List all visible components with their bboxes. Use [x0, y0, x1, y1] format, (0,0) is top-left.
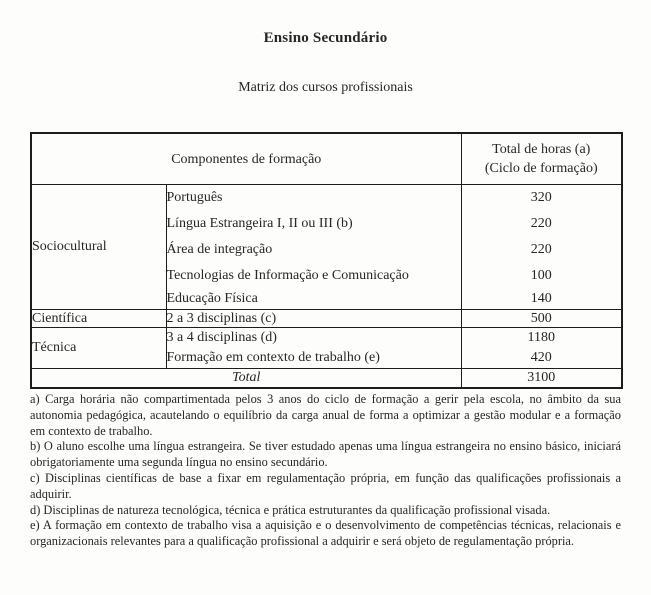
hours-cell: 220: [461, 237, 622, 263]
table-row: [31, 310, 622, 328]
footnote-d: d) Disciplinas de natureza tecnológica, técnica e prática estruturantes da qualificação profissional visada.: [30, 502, 551, 517]
category-cell-sociocultural: Sociocultural: [32, 239, 107, 254]
total-hours-header-line1: Total de horas (a): [492, 142, 591, 157]
subject-cell: Área de integração: [166, 237, 461, 263]
footnotes: [30, 392, 621, 550]
subject-cell: Formação em contexto de trabalho (e): [166, 348, 461, 369]
hours-cell: 1180: [461, 328, 622, 349]
subject-cell: 2 a 3 disciplinas (c): [166, 310, 461, 328]
hours-cell: 220: [461, 211, 622, 237]
hours-cell: 320: [461, 185, 622, 212]
subject-cell: Educação Física: [166, 289, 461, 310]
document-title: Ensino Secundário: [263, 30, 388, 46]
hours-cell: 500: [461, 310, 622, 328]
hours-cell: 140: [461, 289, 622, 310]
category-cell-tecnica: Técnica: [32, 340, 77, 355]
total-hours-header-line2: (Ciclo de formação): [484, 161, 598, 176]
footnote-b: b) O aluno escolhe uma língua estrangeira. Se tiver estudado apenas uma língua estrangeira no ensino básico, iniciará obrigatoriamente uma segunda língua no ensino secundário.: [30, 439, 621, 470]
hours-cell: 100: [461, 263, 622, 289]
subject-cell: Língua Estrangeira I, II ou III (b): [166, 211, 461, 237]
footnote-c: c) Disciplinas científicas de base a fixar em regulamentação própria, em função das qualificações profissionais a adquirir.: [30, 470, 621, 501]
table-row: [31, 185, 622, 212]
total-label-cell: Total: [31, 369, 461, 389]
subject-cell: 3 a 4 disciplinas (d): [166, 328, 461, 349]
hours-cell: 420: [461, 348, 622, 369]
course-matrix-table: [30, 132, 623, 389]
column-header-total-hours: [461, 133, 622, 185]
total-hours-cell: 3100: [461, 369, 622, 389]
table-total-row: [31, 369, 622, 389]
table-row: [31, 328, 622, 349]
footnote-e: e) A formação em contexto de trabalho visa a aquisição e o desenvolvimento de competências técnicas, relacionais e organizacionais relevantes para a qualificação profissional a adquirir e será objeto de regulamentação própria.: [30, 518, 621, 549]
category-cell-cientifica: Científica: [31, 310, 166, 328]
document-subtitle: Matriz dos cursos profissionais: [238, 80, 413, 95]
footnote-a: a) Carga horária não compartimentada pelos 3 anos do ciclo de formação a gerir pela escola, no âmbito da sua autonomia pedagógica, acautelando o equilíbrio da carga anual de forma a optimizar a gestão modular e a formação em contexto de trabalho.: [30, 392, 621, 438]
subject-cell: Português: [166, 185, 461, 212]
subject-cell: Tecnologias de Informação e Comunicação: [166, 263, 461, 289]
table-header-row: [31, 133, 622, 185]
column-header-components: Componentes de formação: [31, 133, 461, 185]
